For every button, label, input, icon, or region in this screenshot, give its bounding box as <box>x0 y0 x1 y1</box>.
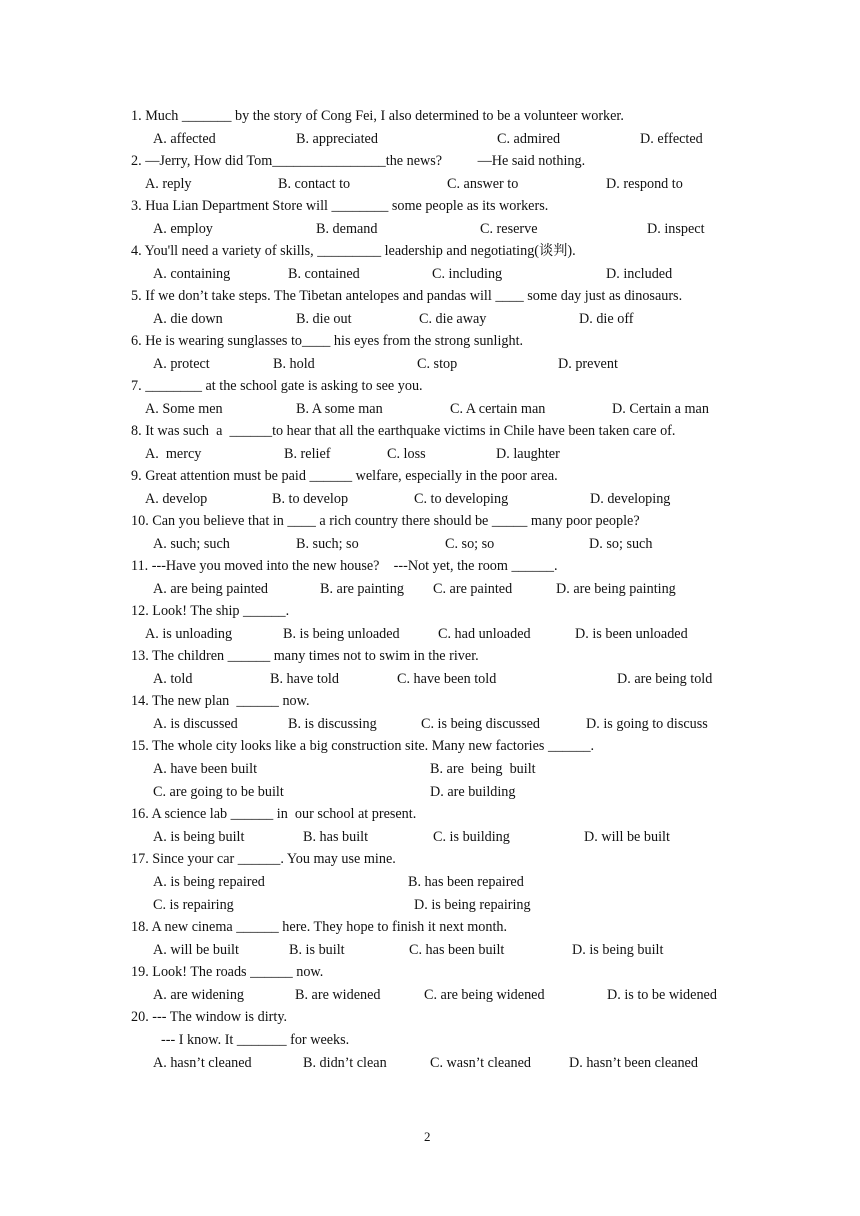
question-20-option-d: D. hasn’t been cleaned <box>569 1055 698 1071</box>
question-16-option-d: D. will be built <box>584 829 670 845</box>
question-7-option-a: A. Some men <box>145 401 223 417</box>
question-8-stem: 8. It was such a ______to hear that all the earthquake victims in Chile have been taken care of. <box>131 423 676 439</box>
question-15-option-c: C. are going to be built <box>153 784 284 800</box>
question-3-option-c: C. reserve <box>480 221 538 237</box>
question-2-option-d: D. respond to <box>606 176 683 192</box>
question-17-stem: 17. Since your car ______. You may use mine. <box>131 851 396 867</box>
question-11-option-d: D. are being painting <box>556 581 676 597</box>
question-12-stem: 12. Look! The ship ______. <box>131 603 290 619</box>
question-11-option-a: A. are being painted <box>153 581 269 597</box>
question-15-option-b: B. are being built <box>430 761 536 777</box>
question-5-option-c: C. die away <box>419 311 487 327</box>
page-number: 2 <box>424 1129 431 1144</box>
question-11-stem: 11. ---Have you moved into the new house? ---Not yet, the room ______. <box>131 558 558 574</box>
question-18-option-a: A. will be built <box>153 942 239 958</box>
question-2-option-b: B. contact to <box>278 176 351 192</box>
question-7-stem: 7. ________ at the school gate is asking to see you. <box>131 378 423 394</box>
question-20-option-b: B. didn’t clean <box>303 1055 387 1071</box>
question-4-option-d: D. included <box>606 266 673 282</box>
question-12-option-d: D. is been unloaded <box>575 626 688 642</box>
question-20-stem: 20. --- The window is dirty. <box>131 1009 288 1025</box>
question-7-option-d: D. Certain a man <box>612 401 709 417</box>
question-5-option-a: A. die down <box>153 311 223 327</box>
question-15-stem: 15. The whole city looks like a big construction site. Many new factories ______. <box>131 738 595 754</box>
question-19-option-b: B. are widened <box>295 987 381 1003</box>
question-3-stem: 3. Hua Lian Department Store will ________ some people as its workers. <box>131 198 549 214</box>
question-6-option-b: B. hold <box>273 356 315 372</box>
question-4-option-a: A. containing <box>153 266 231 282</box>
question-17-option-b: B. has been repaired <box>408 874 524 890</box>
question-2-option-a: A. reply <box>145 176 192 192</box>
question-5-option-b: B. die out <box>296 311 352 327</box>
question-10-stem: 10. Can you believe that in ____ a rich country there should be _____ many poor people? <box>131 513 640 529</box>
question-9-option-d: D. developing <box>590 491 671 507</box>
question-19-stem: 19. Look! The roads ______ now. <box>131 964 324 980</box>
question-14-option-c: C. is being discussed <box>421 716 541 732</box>
question-20-reply: --- I know. It _______ for weeks. <box>161 1032 350 1048</box>
question-14-stem: 14. The new plan ______ now. <box>131 693 310 709</box>
question-5-stem: 5. If we don’t take steps. The Tibetan antelopes and pandas will ____ some day just as dinosaurs. <box>131 288 683 304</box>
question-1-option-d: D. effected <box>640 131 703 147</box>
question-16-option-b: B. has built <box>303 829 369 845</box>
question-9-option-c: C. to developing <box>414 491 509 507</box>
question-10-option-d: D. so; such <box>589 536 653 552</box>
question-15-option-a: A. have been built <box>153 761 258 777</box>
question-8-option-a: A. mercy <box>145 446 202 462</box>
question-18-option-d: D. is being built <box>572 942 664 958</box>
question-12-option-c: C. had unloaded <box>438 626 531 642</box>
question-17-option-c: C. is repairing <box>153 897 234 913</box>
question-2-stem: 2. —Jerry, How did Tom________________the news? —He said nothing. <box>131 153 586 169</box>
question-9-option-b: B. to develop <box>272 491 349 507</box>
question-17-option-d: D. is being repairing <box>414 897 531 913</box>
question-1-option-c: C. admired <box>497 131 561 147</box>
question-4-option-b: B. contained <box>288 266 360 282</box>
question-1-option-a: A. affected <box>153 131 216 147</box>
question-18-option-c: C. has been built <box>409 942 505 958</box>
question-4-option-c: C. including <box>432 266 503 282</box>
question-8-option-c: C. loss <box>387 446 426 462</box>
question-5-option-d: D. die off <box>579 311 634 327</box>
question-18-stem: 18. A new cinema ______ here. They hope to finish it next month. <box>131 919 508 935</box>
question-6-option-a: A. protect <box>153 356 210 372</box>
question-9-option-a: A. develop <box>145 491 208 507</box>
question-10-option-b: B. such; so <box>296 536 359 552</box>
question-17-option-a: A. is being repaired <box>153 874 265 890</box>
question-7-option-b: B. A some man <box>296 401 383 417</box>
question-20-option-c: C. wasn’t cleaned <box>430 1055 531 1071</box>
question-18-option-b: B. is built <box>289 942 345 958</box>
question-15-option-d: D. are building <box>430 784 516 800</box>
question-6-stem: 6. He is wearing sunglasses to____ his eyes from the strong sunlight. <box>131 333 524 349</box>
question-12-option-a: A. is unloading <box>145 626 233 642</box>
question-19-option-d: D. is to be widened <box>607 987 717 1003</box>
question-13-option-c: C. have been told <box>397 671 497 687</box>
question-10-option-c: C. so; so <box>445 536 495 552</box>
question-13-option-b: B. have told <box>270 671 339 687</box>
question-13-option-d: D. are being told <box>617 671 713 687</box>
question-9-stem: 9. Great attention must be paid ______ welfare, especially in the poor area. <box>131 468 558 484</box>
question-6-option-c: C. stop <box>417 356 458 372</box>
question-10-option-a: A. such; such <box>153 536 230 552</box>
question-1-stem: 1. Much _______ by the story of Cong Fei, I also determined to be a volunteer worker. <box>131 108 624 124</box>
question-8-option-b: B. relief <box>284 446 331 462</box>
question-8-option-d: D. laughter <box>496 446 560 462</box>
question-4-stem: 4. You'll need a variety of skills, _________ leadership and negotiating(谈判). <box>131 243 576 259</box>
question-3-option-d: D. inspect <box>647 221 705 237</box>
question-13-stem: 13. The children ______ many times not to swim in the river. <box>131 648 479 664</box>
question-14-option-a: A. is discussed <box>153 716 238 732</box>
question-20-option-a: A. hasn’t cleaned <box>153 1055 252 1071</box>
question-11-option-b: B. are painting <box>320 581 404 597</box>
question-14-option-d: D. is going to discuss <box>586 716 708 732</box>
question-2-option-c: C. answer to <box>447 176 519 192</box>
question-11-option-c: C. are painted <box>433 581 513 597</box>
question-16-stem: 16. A science lab ______ in our school at present. <box>131 806 417 822</box>
question-13-option-a: A. told <box>153 671 193 687</box>
question-14-option-b: B. is discussing <box>288 716 377 732</box>
question-19-option-c: C. are being widened <box>424 987 545 1003</box>
question-16-option-c: C. is building <box>433 829 510 845</box>
question-12-option-b: B. is being unloaded <box>283 626 400 642</box>
question-6-option-d: D. prevent <box>558 356 618 372</box>
question-16-option-a: A. is being built <box>153 829 245 845</box>
question-1-option-b: B. appreciated <box>296 131 378 147</box>
question-19-option-a: A. are widening <box>153 987 245 1003</box>
question-7-option-c: C. A certain man <box>450 401 546 417</box>
question-3-option-b: B. demand <box>316 221 378 237</box>
question-3-option-a: A. employ <box>153 221 213 237</box>
